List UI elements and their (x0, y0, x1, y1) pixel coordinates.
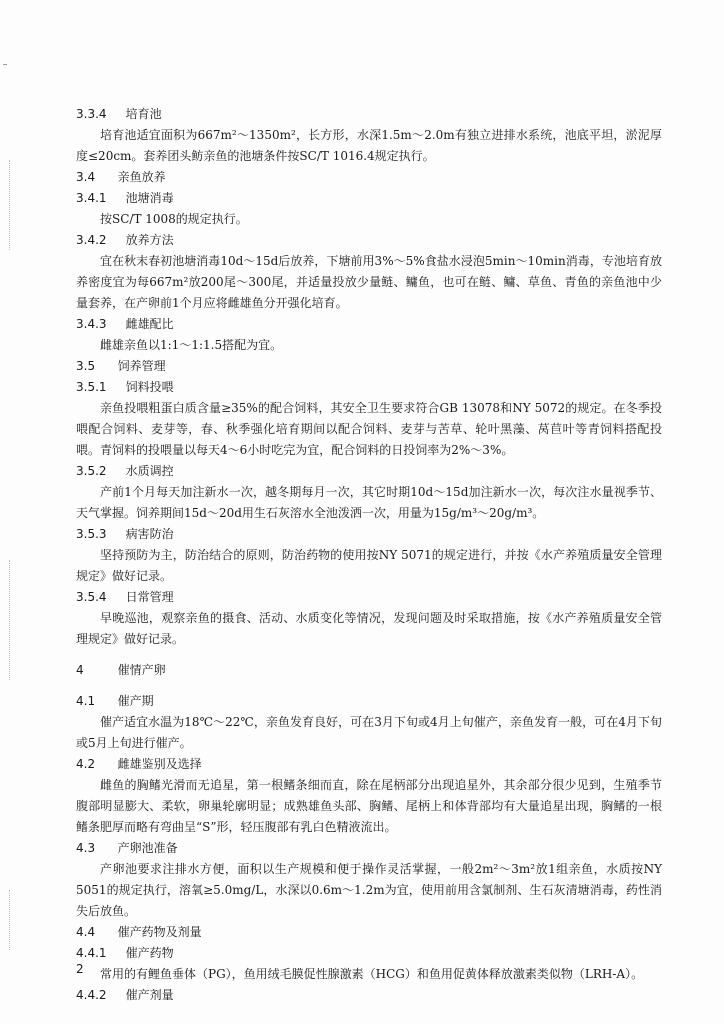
scan-edge-dots (9, 160, 11, 250)
paragraph: 亲鱼投喂粗蛋白质含量≥35%的配合饲料，其安全卫生要求符合GB 13078和NY 5072的规定。在冬季投喂配合饲料、麦芽等，春、秋季强化培育期间以配合饲料、麦芽与苦草、轮叶黑藻、莴苣叶等青饲料搭配投喂。青饲料的投喂量以每天4～6小时吃完为宜，配合饲料的日投饲率为2%～3%。 (76, 401, 662, 457)
chapter-heading (76, 660, 662, 681)
section-heading (76, 188, 662, 209)
heading-number: 3.4.1 (76, 191, 107, 205)
heading-number: 4.1 (76, 694, 96, 708)
section-heading (76, 838, 662, 859)
heading-number: 3.4.3 (76, 317, 107, 331)
heading-number: 4 (76, 663, 84, 677)
section-heading (76, 691, 662, 712)
heading-title: 饲料投喂 (125, 380, 174, 394)
paragraph: 雌雄亲鱼以1:1～1:1.5搭配为宜。 (100, 338, 283, 352)
paragraph: 催产适宜水温为18℃～22℃，亲鱼发育良好，可在3月下旬或4月上旬催产，亲鱼发育一般，可在4月下旬或5月上旬进行催产。 (76, 715, 662, 750)
paragraph: 常用的有鲤鱼垂体（PG），鱼用绒毛膜促性腺激素（HCG）和鱼用促黄体释放激素类似物（LRH-A）。 (100, 967, 644, 981)
paragraph: 培育池适宜面积为667m²～1350m²，长方形，水深1.5m～2.0m有独立进排水系统，池底平坦，淤泥厚度≤20cm。套养团头鲂亲鱼的池塘条件按SC/T 1016.4规定执行。 (76, 128, 662, 163)
heading-number: 3.5.2 (76, 464, 107, 478)
paragraph: 早晚巡池，观察亲鱼的摄食、活动、水质变化等情况，发现问题及时采取措施，按《水产养殖质量安全管理规定》做好记录。 (76, 611, 662, 646)
scan-edge-dots (9, 890, 11, 950)
section-heading (76, 922, 662, 943)
heading-number: 4.3 (76, 841, 96, 855)
section-heading (76, 461, 662, 482)
heading-title: 催产期 (117, 694, 154, 708)
heading-number: 4.4 (76, 925, 96, 939)
heading-title: 池塘消毒 (125, 191, 174, 205)
heading-title: 催产药物 (125, 946, 174, 960)
heading-number: 3.5.1 (76, 380, 107, 394)
heading-title: 日常管理 (125, 590, 174, 604)
section-heading (76, 167, 662, 188)
paragraph: 坚持预防为主，防治结合的原则，防治药物的使用按NY 5071的规定进行，并按《水产养殖质量安全管理规定》做好记录。 (76, 548, 662, 583)
paragraph: 按SC/T 1008的规定执行。 (100, 212, 248, 226)
heading-number: 3.5.3 (76, 527, 107, 541)
heading-number: 3.4.2 (76, 233, 107, 247)
section-heading (76, 754, 662, 775)
section-heading (76, 356, 662, 377)
scan-edge-mark (3, 64, 7, 65)
section-heading (76, 230, 662, 251)
heading-number: 3.5.4 (76, 590, 107, 604)
heading-title: 放养方法 (125, 233, 174, 247)
heading-number: 3.4 (76, 170, 96, 184)
heading-number: 3.3.4 (76, 107, 107, 121)
section-heading (76, 377, 662, 398)
paragraph: 产前1个月每天加注新水一次，越冬期每月一次，其它时期10d～15d加注新水一次，每次注水量视季节、天气掌握。饲养期间15d～20d用生石灰溶水全池泼洒一次，用量为15g/m³～20g/m³。 (76, 485, 662, 520)
section-heading (76, 985, 662, 1006)
section-heading (76, 104, 662, 125)
heading-title: 催产药物及剂量 (117, 925, 202, 939)
heading-title: 雌雄鉴别及选择 (117, 757, 202, 771)
section-heading (76, 314, 662, 335)
heading-number: 4.2 (76, 757, 96, 771)
heading-title: 亲鱼放养 (117, 170, 166, 184)
page-number: 2 (76, 962, 84, 976)
heading-title: 产卵池准备 (117, 841, 178, 855)
heading-title: 催产剂量 (125, 988, 174, 1002)
paragraph: 雌鱼的胸鳍光滑而无追星，第一根鳍条细而直，除在尾柄部分出现追星外，其余部分很少见到，生殖季节腹部明显膨大、柔软，卵巢轮廓明显；成熟雄鱼头部、胸鳍、尾柄上和体背部均有大量追星出现，胸鳍的一根鳍条肥厚而略有弯曲呈“S”形，轻压腹部有乳白色精液流出。 (76, 778, 662, 834)
heading-number: 4.4.1 (76, 946, 107, 960)
heading-title: 催情产卵 (117, 663, 166, 677)
section-heading (76, 587, 662, 608)
heading-number: 3.5 (76, 359, 96, 373)
paragraph: 宜在秋末春初池塘消毒10d～15d后放养，下塘前用3%～5%食盐水浸泡5min～10min消毒，专池培育放养密度宜为每667m²放200尾～300尾，并适量投放少量鲢、鳙鱼，也可在鲢、鳙、草鱼、青鱼的亲鱼池中少量套养，在产卵前1个月应将雌雄鱼分开强化培育。 (76, 254, 662, 310)
section-heading (76, 524, 662, 545)
heading-title: 培育池 (125, 107, 162, 121)
section-heading (76, 943, 662, 964)
document-body (76, 104, 662, 1006)
heading-title: 病害防治 (125, 527, 174, 541)
heading-title: 饲养管理 (117, 359, 166, 373)
heading-title: 雌雄配比 (125, 317, 174, 331)
heading-number: 4.4.2 (76, 988, 107, 1002)
paragraph: 产卵池要求注排水方便，面积以生产规模和便于操作灵活掌握，一般2m²～3m²放1组亲鱼，水质按NY 5051的规定执行，溶氧≥5.0mg/L，水深以0.6m～1.2m为宜，使用前用含氯制剂、生石灰清塘消毒，药性消失后放鱼。 (76, 862, 662, 918)
scan-edge-dots (9, 560, 11, 680)
heading-title: 水质调控 (125, 464, 174, 478)
